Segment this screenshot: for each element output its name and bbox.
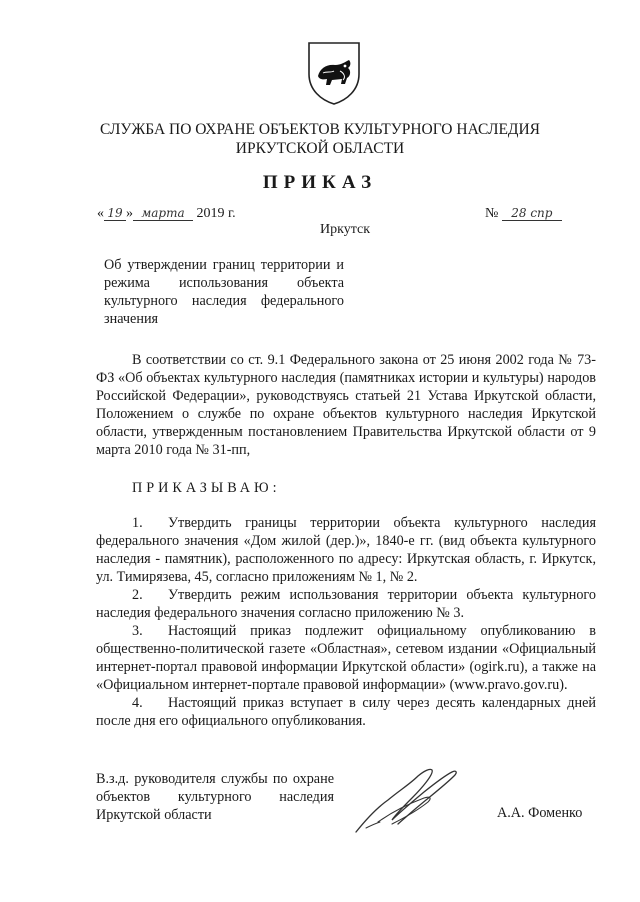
order-word: ПРИКАЗЫВАЮ: [132,480,281,496]
document-subject: Об утверждении границ территории и режима использования объекта культурного наследия федерального значения [104,257,344,327]
date-quote-open: « [97,206,104,221]
handwritten-signature [348,762,468,840]
date-year: 2019 г. [196,206,236,221]
signatory-position: В.з.д. руководителя службы по охране объектов культурного наследия Иркутской области [96,771,334,823]
order-item-2: 2. Утвердить режим использования территории объекта культурного наследия федерального значения согласно приложению № 3. [96,587,596,621]
agency-name-line1: СЛУЖБА ПО ОХРАНЕ ОБЪЕКТОВ КУЛЬТУРНОГО НАСЛЕДИЯ [99,121,541,138]
document-title: ПРИКАЗ [262,172,378,193]
number-prefix: № [485,206,499,221]
order-item-3: 3. Настоящий приказ подлежит официальному опубликованию в общественно-политической газете «Областная», сетевом издании «Официальный интернет-портал правовой информации Иркутской области» (ogirk.ru), а также на «Официальном интернет-портале правовой информации» (www.pravo.gov.ru). [96,623,596,693]
document-number [485,206,562,222]
document-date [97,206,236,222]
preamble-paragraph: В соответствии со ст. 9.1 Федерального закона от 25 июня 2002 года № 73-ФЗ «Об объектах культурного наследия (памятниках истории и культуры) народов Российской Федерации», руководствуясь статьей 21 Устава Иркутской области, Положением о службе по охране объектов культурного наследия Иркутской области, утвержденным постановлением Правительства Иркутской области от 9 марта 2010 года № 31-пп, [96,352,596,458]
order-items [96,514,596,730]
city-label: Иркутск [319,222,371,237]
order-item-1: 1. Утвердить границы территории объекта культурного наследия федерального значения «Дом жилой (дер.)», 1840-е гг. (вид объекта культурного наследия - памятник), расположенного по адресу: Иркутская область, г. Иркутск, ул. Тимирязева, 45, согласно приложениям № 1, № 2. [96,515,596,585]
coat-of-arms-icon [305,40,363,106]
date-quote-close: » [126,206,133,221]
order-item-4: 4. Настоящий приказ вступает в силу через десять календарных дней после дня его официального опубликования. [96,695,596,729]
date-month: марта [133,206,193,221]
number-value: 28 спр [502,206,562,221]
date-day: 19 [104,206,126,221]
signatory-name: А.А. Фоменко [497,805,583,821]
agency-name-line2: ИРКУТСКОЙ ОБЛАСТИ [235,140,405,157]
